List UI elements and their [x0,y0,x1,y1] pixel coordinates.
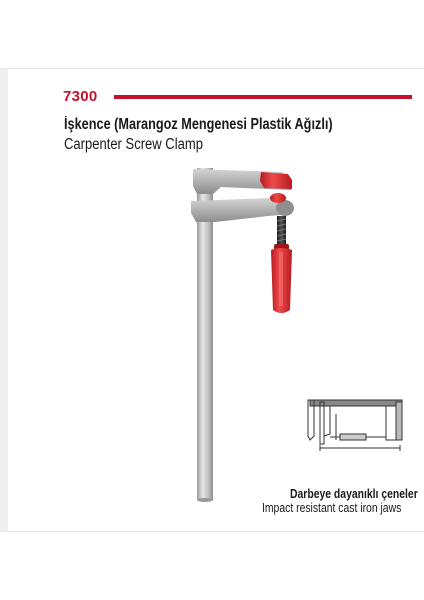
lower-jaw-pad [270,193,286,203]
product-title-en: Carpenter Screw Clamp [64,136,203,153]
feature-title-en: Impact resistant cast iron jaws [262,500,402,515]
product-code: 7300 [63,88,98,105]
product-title-tr: İşkence (Marangoz Mengenesi Plastik Ağızlı) [64,116,333,133]
bottom-divider [0,531,424,532]
feature-title-tr: Darbeye dayanıklı çeneler [290,486,418,501]
dimension-diagram [300,396,412,458]
upper-jaw-pad [260,172,292,189]
